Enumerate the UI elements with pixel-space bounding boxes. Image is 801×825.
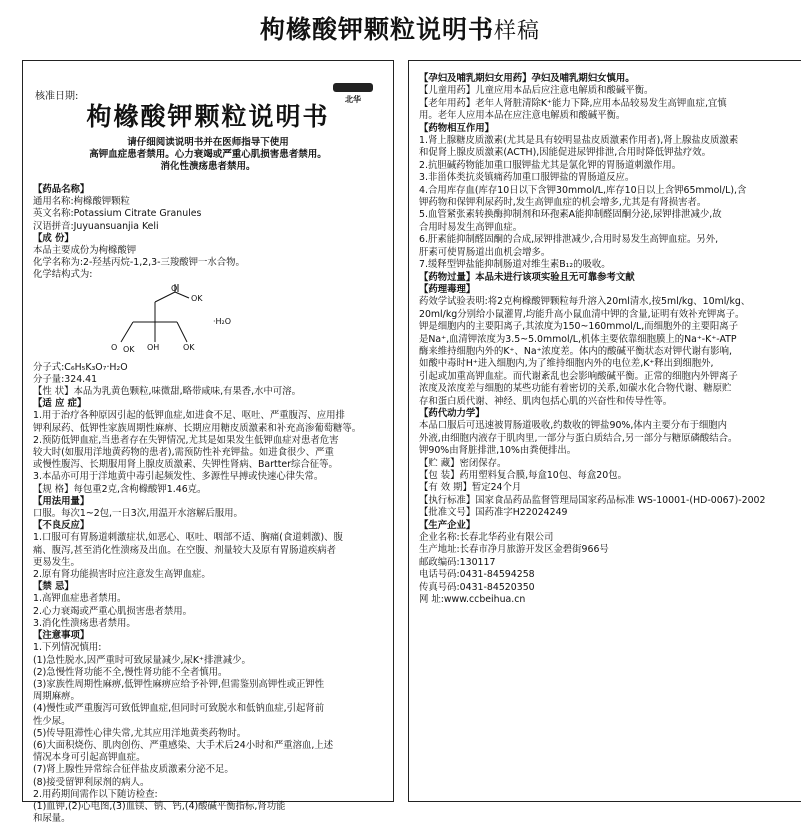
text-line: 【老年用药】老年人肾脏清除K⁺能力下降,应用本品较易发生高钾血症,宜慎 xyxy=(419,97,727,109)
text-line: 本品主要成份为枸橼酸钾 xyxy=(33,245,137,257)
text-line: 2.用药期间需作以下随访检查: xyxy=(33,788,158,800)
text-line: 化学名称为:2-羟基丙烷-1,2,3-三羧酸钾一水合物。 xyxy=(33,257,245,269)
section-heading: 【成 份】 xyxy=(33,232,74,244)
section-heading: 【禁 忌】 xyxy=(33,581,74,593)
section-heading: 【药品名称】 xyxy=(33,184,90,195)
section-heading: 【孕妇及哺乳期妇女用药】孕妇及哺乳期妇女慎用。 xyxy=(419,73,635,84)
text-line: 口服。每次1~2包,一日3次,用温开水溶解后服用。 xyxy=(33,508,243,520)
text-line: 1.肾上腺糖皮质激素(尤其是具有较明显盐皮质激素作用者),肾上腺盐皮质激素 xyxy=(419,135,739,147)
text-line: 1.下列情况慎用: xyxy=(33,642,102,654)
text-line: 情况本身可引起高钾血症。 xyxy=(33,752,146,764)
text-line: 钾是细胞内的主要阳离子,其浓度为150~160mmol/L,而细胞外的主要阳离子 xyxy=(419,321,738,333)
page-title xyxy=(0,10,800,46)
section-heading: 【药代动力学】 xyxy=(419,407,485,419)
text-line: (4)慢性或严重腹泻可致低钾血症,但同时可致脱水和低钠血症,引起肾前 xyxy=(33,703,325,715)
text-line: 1.口服可有胃肠道刺激症状,如恶心、呕吐、咽部不适、胸痛(食道刺激)、腹 xyxy=(33,532,343,544)
text-line: 药效学试验表明:将2克枸橼酸钾颗粒每升溶入20ml清水,按5ml/kg、10ml/kg、 xyxy=(419,296,751,308)
right-content xyxy=(419,73,795,606)
text-line: 【有 效 期】暂定24个月 xyxy=(419,482,522,494)
right-lines xyxy=(419,73,795,606)
revision-date-label: 核准日期: xyxy=(35,91,79,102)
text-line: 更易发生。 xyxy=(33,556,80,568)
text-line: 3.消化性溃疡患者禁用。 xyxy=(33,617,136,629)
svg-text:O: O xyxy=(171,283,178,293)
text-line: 通用名称:枸橼酸钾颗粒 xyxy=(33,196,130,208)
leaflet-right-page xyxy=(408,60,801,802)
text-line: 合用时易发生高钾血症。 xyxy=(419,221,523,233)
text-line: 1.高钾血症患者禁用。 xyxy=(33,593,127,605)
text-line: 20ml/kg分别给小鼠灌胃,均能升高小鼠血清中钾的含量,证明有效补充钾离子。 xyxy=(419,308,745,320)
text-line: 3.本品亦可用于洋地黄中毒引起频发性、多源性早搏或快速心律失常。 xyxy=(33,471,324,483)
text-line: (8)接受留钾利尿剂的病人。 xyxy=(33,776,150,788)
text-line: 2.心力衰竭或严重心肌损害患者禁用。 xyxy=(33,605,192,617)
section-heading: 【药理毒理】 xyxy=(419,283,476,295)
text-line: 分子量:324.41 xyxy=(33,373,98,385)
text-line: 酶来维持细胞内外的K⁺、Na⁺浓度差。体内的酸碱平衡状态对钾代谢有影响, xyxy=(419,345,733,357)
text-line: 和促肾上腺皮质激素(ACTH),因能促进尿钾排泄,合用时降低钾盐疗效。 xyxy=(419,147,711,159)
warning-notice xyxy=(23,137,393,173)
text-line: 4.合用库存血(库存10日以下含钾30mmol/L,库存10日以上含钾65mmol/L),含 xyxy=(419,184,747,196)
text-line: 【规 格】每包重2克,含枸橼酸钾1.46克。 xyxy=(33,483,207,495)
notice-line: 高钾血症患者禁用。心力衰竭或严重心肌损害患者禁用。 xyxy=(89,149,327,160)
section-heading: 【注意事项】 xyxy=(33,630,90,642)
text-line: 邮政编码:130117 xyxy=(419,556,496,568)
text-line: (5)传导阻滞性心律失常,尤其应用洋地黄类药物时。 xyxy=(33,727,247,739)
svg-text:OK: OK xyxy=(123,344,135,354)
text-line: 2.原有肾功能损害时应注意发生高钾血症。 xyxy=(33,569,211,581)
section-heading: 【用法用量】 xyxy=(33,495,90,507)
text-line: (3)家族性周期性麻痹,低钾性麻痹应给予补钾,但需鉴别高钾性或正钾性 xyxy=(33,678,325,690)
section-heading: 【不良反应】 xyxy=(33,520,90,532)
left-lines-b xyxy=(33,362,387,825)
section-heading: 【药物过量】本品未进行该项实验且无可靠参考文献 xyxy=(419,271,635,283)
text-line: 生产地址:长春市净月旅游开发区金碧街966号 xyxy=(419,544,609,556)
text-line: 【贮 藏】密闭保存。 xyxy=(419,457,507,469)
text-line: 【性 状】本品为乳黄色颗粒,味微甜,略带咸味,有果香,水中可溶。 xyxy=(33,386,302,398)
text-line: 引起或加重高钾血症。而代谢紊乱也会影响酸碱平衡。正常的细胞内外钾离子 xyxy=(419,370,738,382)
notice-line: 消化性溃疡患者禁用。 xyxy=(160,161,256,172)
section-heading: 【药物相互作用】 xyxy=(419,122,495,134)
logo-text: 北华 xyxy=(345,95,361,104)
text-line: 1.用于治疗各种原因引起的低钾血症,如进食不足、呕吐、严重腹泻、应用排 xyxy=(33,410,345,422)
text-line: 2.抗胆碱药物能加重口服钾盐尤其是氯化钾的胃肠道刺激作用。 xyxy=(419,159,682,171)
section-heading: 【适 应 症】 xyxy=(33,398,87,410)
text-line: 痛、腹泻,甚至消化性溃疡及出血。在空腹、剂量较大及原有胃肠道疾病者 xyxy=(33,544,336,556)
text-line: 【批准文号】国药准字H22024249 xyxy=(419,507,568,519)
svg-text:OH: OH xyxy=(147,342,160,352)
text-line: 或慢性腹泻、长期服用肾上腺皮质激素、失钾性肾病、Bartter综合征等。 xyxy=(33,459,338,471)
text-line: 汉语拼音:Juyuansuanjia Keli xyxy=(33,220,159,232)
chemical-structure xyxy=(63,284,387,360)
text-line: 和尿量。 xyxy=(33,813,71,825)
left-content xyxy=(33,184,387,825)
logo-mark-icon xyxy=(333,83,373,92)
text-line: 用。老年人应用本品在应注意电解质和酸碱平衡。 xyxy=(419,110,626,122)
chemical-structure-icon xyxy=(63,284,263,360)
svg-text:·H₂O: ·H₂O xyxy=(213,316,232,326)
text-line: 性少尿。 xyxy=(33,715,71,727)
text-line: (2)急慢性肾功能不全,慢性肾功能不全者慎用。 xyxy=(33,666,228,678)
text-line: 传真号码:0431-84520350 xyxy=(419,581,535,593)
left-lines-a xyxy=(33,184,387,282)
text-line: (7)肾上腺性异常综合征伴盐皮质激素分泌不足。 xyxy=(33,764,234,776)
text-line: 钾90%由肾脏排泄,10%由粪便排出。 xyxy=(419,445,577,457)
text-line: 是Na⁺,血清钾浓度为3.5~5.0mmol/L,机体主要依靠细胞膜上的Na⁺-K⁺-ATP xyxy=(419,333,737,345)
text-line: 电话号码:0431-84594258 xyxy=(419,569,535,581)
text-line: 肝素可使胃肠道出血机会增多。 xyxy=(419,246,551,258)
page-title-text: 枸橼酸钾颗粒说明书 xyxy=(259,15,494,44)
text-line: 企业名称:长春北华药业有限公司 xyxy=(419,532,554,544)
text-line: 浓度及浓度差与细胞的某些功能有着密切的关系,如碳水化合物代谢、糖原贮 xyxy=(419,383,732,395)
text-line: (1)血钾,(2)心电图,(3)血镁、钠、钙,(4)酸碱平衡指标,肾功能 xyxy=(33,800,286,812)
page-title-suffix: 样稿 xyxy=(494,19,541,44)
text-line: 分子式:C₆H₅K₃O₇·H₂O xyxy=(33,361,128,373)
text-line: 5.血管紧张素转换酶抑制剂和环孢素A能抑制醛固酮分泌,尿钾排泄减少,故 xyxy=(419,209,722,221)
text-line: 6.肝素能抑制醛固酮的合成,尿钾排泄减少,合用时易发生高钾血症。另外, xyxy=(419,234,719,246)
text-line: 如酸中毒时H⁺进入细胞内,为了维持细胞内外的电位差,K⁺释出到细胞外, xyxy=(419,358,714,370)
svg-text:OK: OK xyxy=(191,293,203,303)
text-line: (1)急性脱水,因严重时可致尿量减少,尿K⁺排泄减少。 xyxy=(33,654,251,666)
text-line: 存和蛋白质代谢、神经、肌肉包括心肌的兴奋性和传导性等。 xyxy=(419,395,673,407)
text-line: 英文名称:Potassium Citrate Granules xyxy=(33,208,202,220)
text-line: 外液,由细胞内液存于肌肉里,一部分与蛋白质结合,另一部分与糖原磷酸结合。 xyxy=(419,432,738,444)
text-line: 钾利尿药、低钾性家族周期性麻痹、长期应用糖皮质激素和补充高渗葡萄糖等。 xyxy=(33,422,362,434)
section-heading: 【生产企业】 xyxy=(419,519,476,531)
text-line: 2.预防低钾血症,当患者存在失钾情况,尤其是如果发生低钾血症对患者危害 xyxy=(33,434,339,446)
text-line: 周期麻痹。 xyxy=(33,691,80,703)
text-line: 【包 装】药用塑料复合膜,每盒10包、每盒20包。 xyxy=(419,470,627,481)
text-line: 钾药物和保钾利尿药时,发生高钾血症的机会增多,尤其是有肾损害者。 xyxy=(419,197,707,209)
svg-text:O: O xyxy=(111,342,118,352)
text-line: 本品口服后可迅速被胃肠道吸收,约数收的钾盐90%,体内主要分布于细胞内 xyxy=(419,420,728,432)
notice-line: 请仔细阅读说明书并在医师指导下使用 xyxy=(127,137,289,148)
text-line: 3.非甾体类抗炎镇痛药加重口服钾盐的胃肠道反应。 xyxy=(419,172,635,184)
text-line: 较大时(如服用洋地黄药物的患者),需预防性补充钾盐。如进食很少、严重 xyxy=(33,447,334,459)
text-line: 7.缓释型钾盐能抑制肠道对维生素B₁₂的吸收。 xyxy=(419,259,611,271)
svg-text:OK: OK xyxy=(183,342,195,352)
text-line: 网 址:www.ccbeihua.cn xyxy=(419,594,526,606)
leaflet-left-page xyxy=(22,60,394,825)
text-line: 化学结构式为: xyxy=(33,269,93,281)
text-line: (6)大面积烧伤、肌肉创伤、严重感染、大手术后24小时和严重溶血,上述 xyxy=(33,739,334,751)
leaflet-title: 枸橼酸钾颗粒说明书 xyxy=(86,102,330,131)
text-line: 【儿童用药】儿童应用本品后应注意电解质和酸碱平衡。 xyxy=(419,85,654,97)
text-line: 【执行标准】国家食品药品监督管理局国家药品标准 WS-10001-(HD-0067)-2002 xyxy=(419,494,766,506)
